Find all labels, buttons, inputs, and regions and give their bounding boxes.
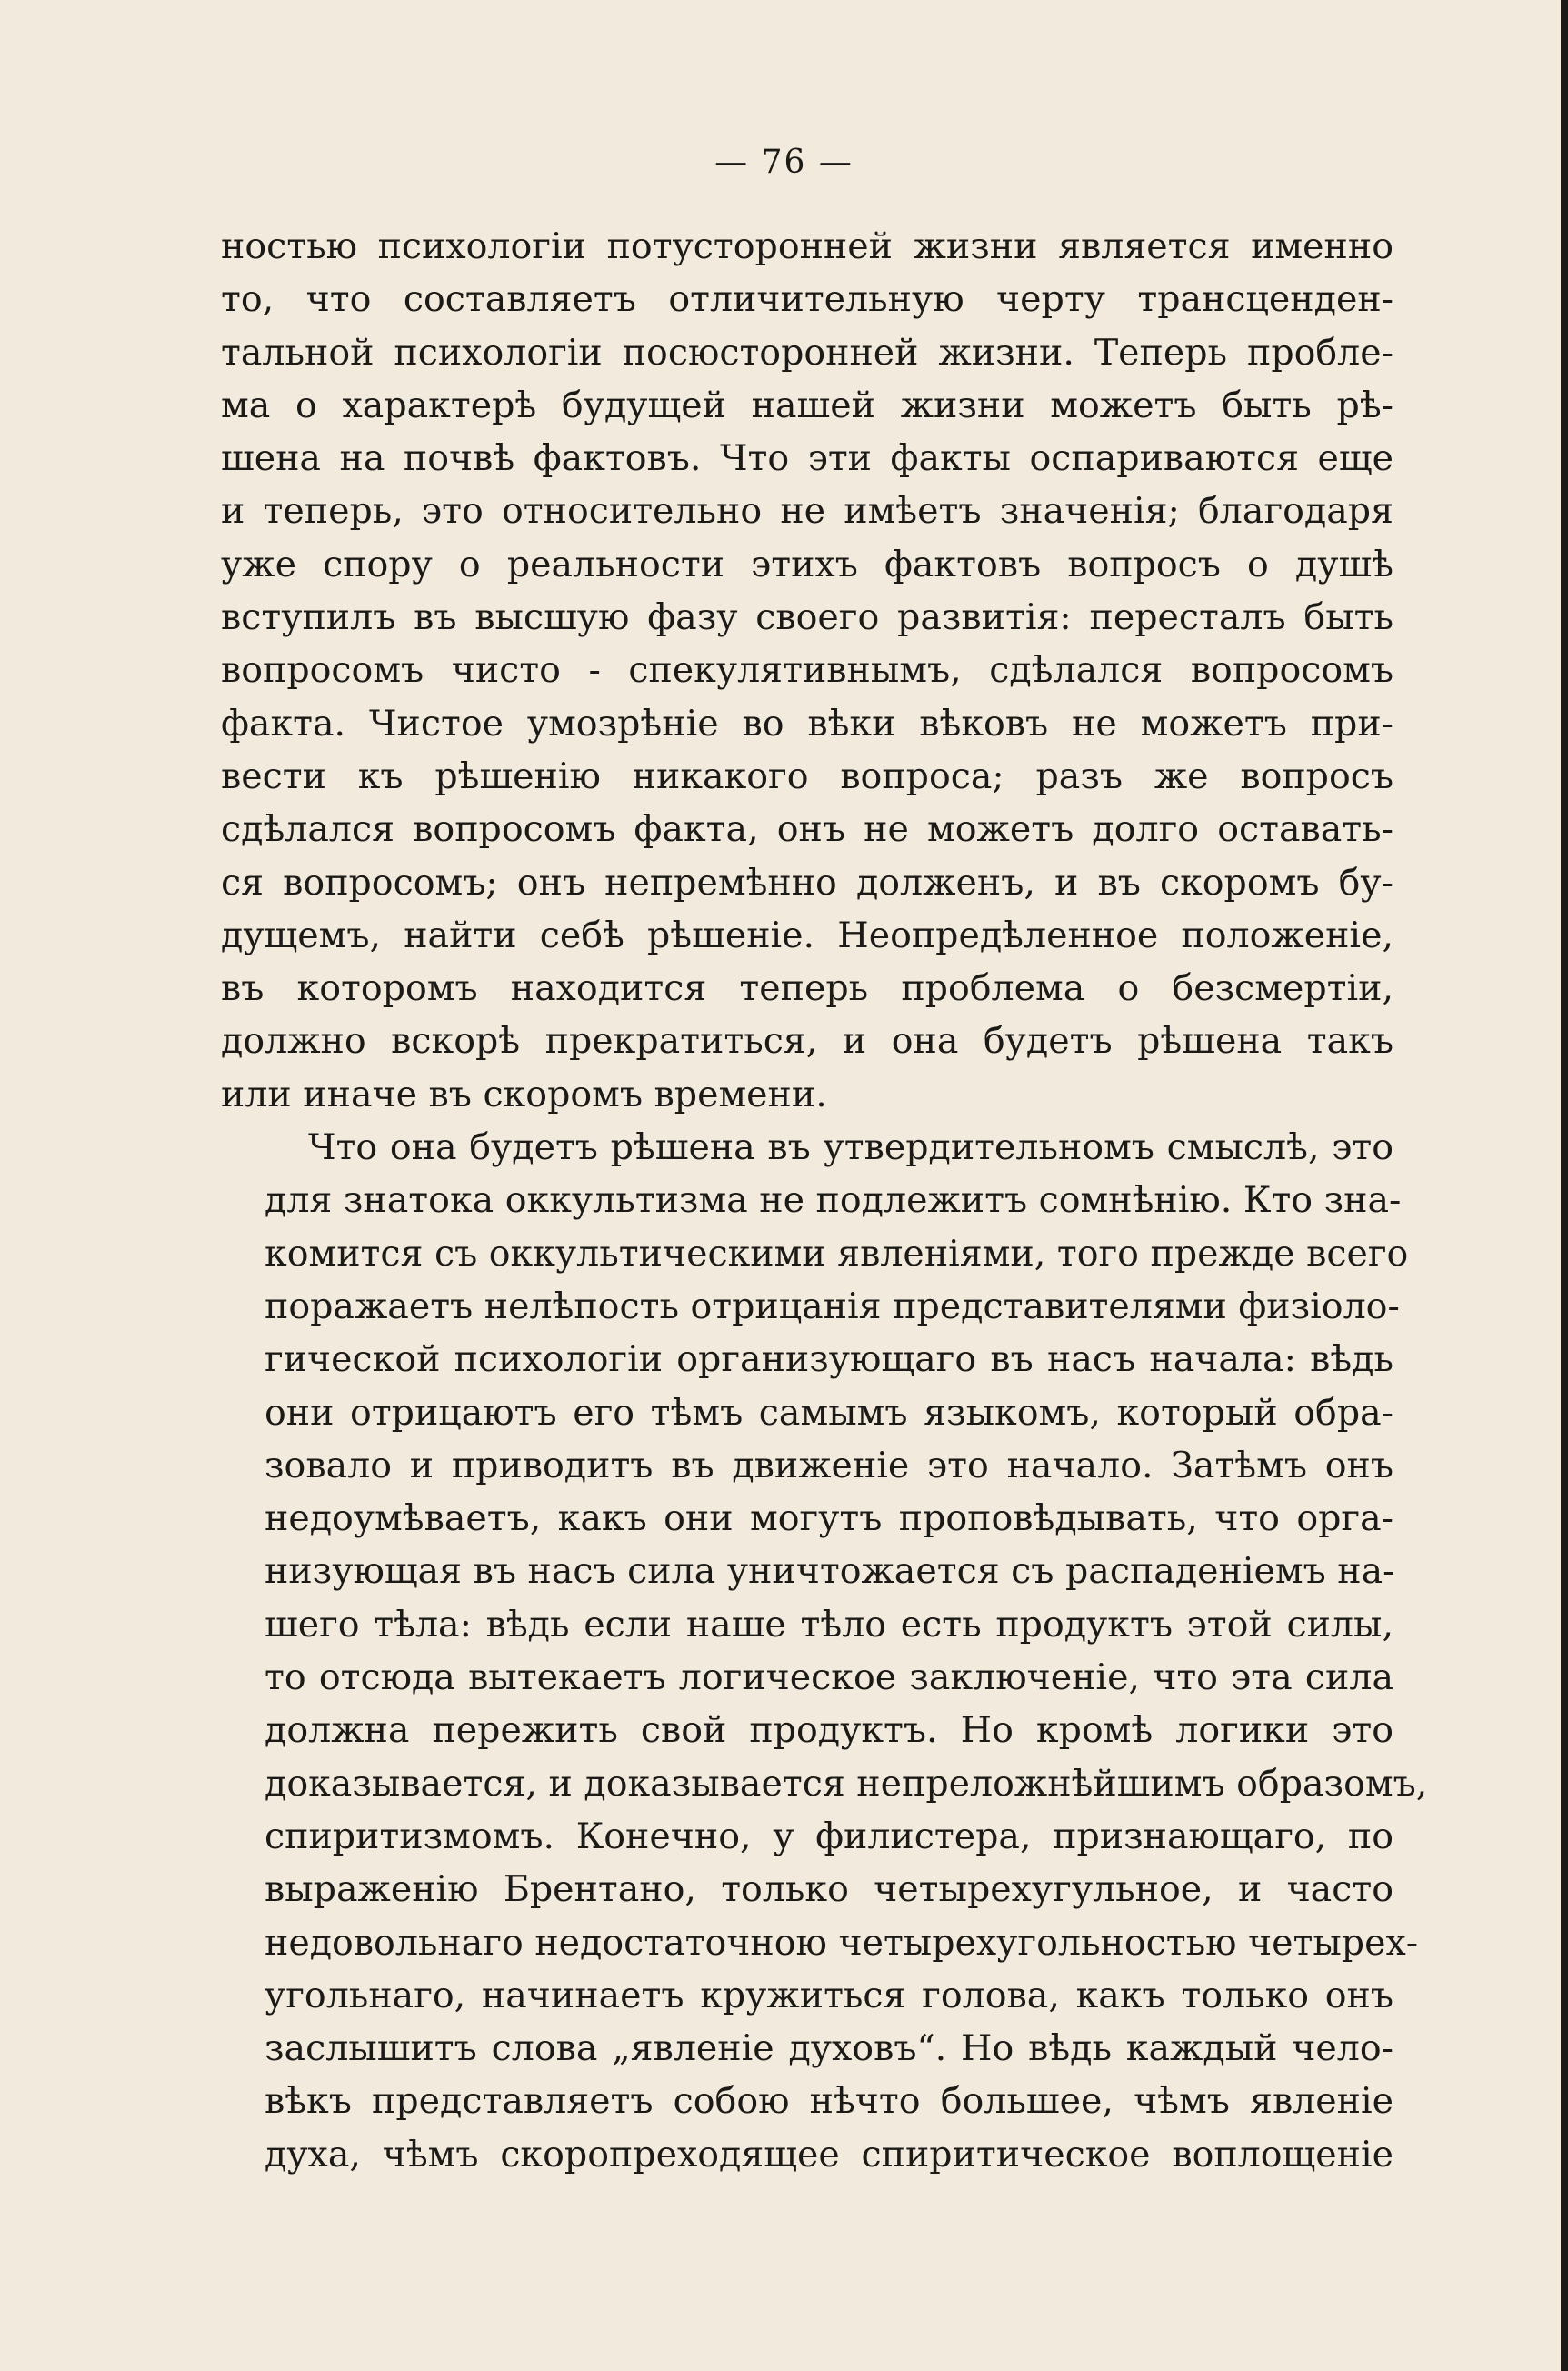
text-line: ся вопросомъ; онъ непремѣнно долженъ, и въ скоромъ бу- bbox=[221, 861, 1393, 904]
text-line: доказывается, и доказывается непреложнѣйшимъ образомъ, bbox=[265, 1762, 1428, 1805]
text-line: они отрицаютъ его тѣмъ самымъ языкомъ, который обра- bbox=[265, 1391, 1393, 1434]
text-line: ностью психологіи потусторонней жизни является именно bbox=[221, 225, 1393, 267]
text-line: поражаетъ нелѣпость отрицанія представителями физіоло- bbox=[265, 1285, 1400, 1327]
page-number: — 76 — bbox=[714, 144, 854, 181]
text-line: для знатока оккультизма не подлежитъ сомнѣнію. Кто зна- bbox=[265, 1179, 1402, 1222]
text-line: недовольнаго недостаточною четырехугольностью четырех- bbox=[265, 1921, 1419, 1964]
text-line: вступилъ въ высшую фазу своего развитія: пересталъ быть bbox=[221, 596, 1393, 639]
text-line: должно вскорѣ прекратиться, и она будетъ рѣшена такъ bbox=[221, 1020, 1393, 1063]
text-line: ма о характерѣ будущей нашей жизни можетъ быть рѣ- bbox=[221, 384, 1393, 426]
text-line: или иначе въ скоромъ времени. bbox=[221, 1073, 827, 1115]
text-line: факта. Чистое умозрѣніе во вѣки вѣковъ не можетъ при- bbox=[221, 702, 1393, 745]
text-line: Что она будетъ рѣшена въ утвердительномъ смыслѣ, это bbox=[308, 1126, 1393, 1169]
paragraph-2 bbox=[221, 1121, 1428, 2181]
text-line: вопросомъ чисто - спекулятивнымъ, сдѣлался вопросомъ bbox=[221, 649, 1393, 692]
text-line: въ которомъ находится теперь проблема о безсмертіи, bbox=[221, 967, 1393, 1010]
text-line: гической психологіи организующаго въ насъ начала: вѣдь bbox=[265, 1338, 1393, 1381]
text-line: должна пережить свой продуктъ. Но кромѣ логики это bbox=[265, 1709, 1393, 1752]
text-line: тальной психологіи посюсторонней жизни. Теперь пробле- bbox=[221, 331, 1393, 374]
scan-edge bbox=[1561, 0, 1568, 2371]
text-line: шена на почвѣ фактовъ. Что эти факты оспариваются еще bbox=[221, 437, 1393, 480]
text-line: низующая въ насъ сила уничтожается съ распаденіемъ на- bbox=[265, 1550, 1395, 1593]
text-line: выраженію Брентано, только четырехугульное, и часто bbox=[265, 1868, 1393, 1911]
text-line: комится съ оккультическими явленіями, того прежде всего bbox=[265, 1232, 1409, 1275]
text-line: дущемъ, найти себѣ рѣшеніе. Неопредѣленное положеніе, bbox=[221, 914, 1393, 956]
text-line: шего тѣла: вѣдь если наше тѣло есть продуктъ этой силы, bbox=[265, 1603, 1393, 1646]
text-line: духа, чѣмъ скоропреходящее спиритическое воплощеніе bbox=[265, 2133, 1393, 2176]
text-line: то, что составляетъ отличительную черту трансценден- bbox=[221, 278, 1393, 321]
text-line: спиритизмомъ. Конечно, у филистера, признающаго, по bbox=[265, 1815, 1393, 1857]
paragraph-1 bbox=[221, 220, 1393, 1121]
text-line: сдѣлался вопросомъ факта, онъ не можетъ долго оставать- bbox=[221, 808, 1393, 851]
text-line: уже спору о реальности этихъ фактовъ вопросъ о душѣ bbox=[221, 543, 1393, 585]
text-line: угольнаго, начинаетъ кружиться голова, какъ только онъ bbox=[265, 1974, 1393, 2016]
text-line: заслышитъ слова „явленіе духовъ“. Но вѣдь каждый чело- bbox=[265, 2027, 1393, 2070]
text-line: и теперь, это относительно не имѣетъ значенія; благодаря bbox=[221, 490, 1393, 533]
text-line: то отсюда вытекаетъ логическое заключеніе, что эта сила bbox=[265, 1656, 1393, 1699]
text-line: вѣкъ представляетъ собою нѣчто большее, чѣмъ явленіе bbox=[265, 2080, 1393, 2123]
body-text bbox=[221, 220, 1428, 2181]
text-line: вести къ рѣшенію никакого вопроса; разъ же вопросъ bbox=[221, 755, 1393, 797]
text-line: зовало и приводитъ въ движеніе это начало. Затѣмъ онъ bbox=[265, 1444, 1393, 1486]
text-line: недоумѣваетъ, какъ они могутъ проповѣдывать, что орга- bbox=[265, 1497, 1393, 1540]
